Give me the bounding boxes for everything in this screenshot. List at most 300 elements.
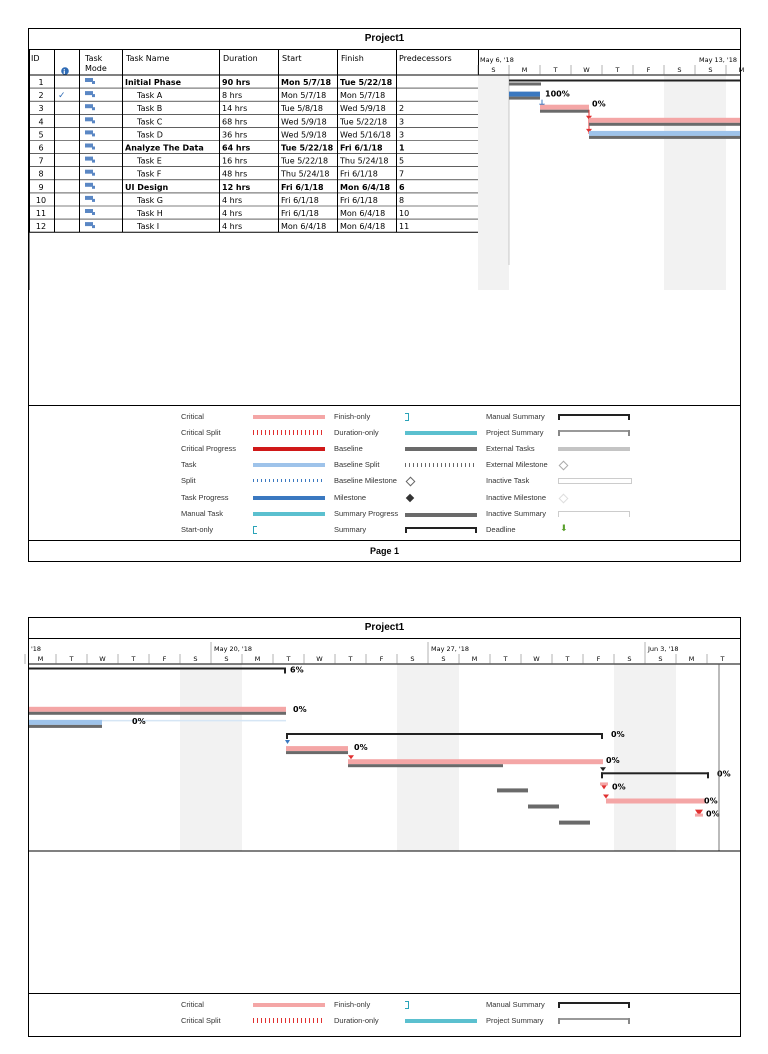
task-i-label: 0%	[706, 809, 720, 819]
task-start: Mon 5/7/18	[281, 91, 327, 101]
legend-sample-summary-part	[475, 527, 477, 533]
task-finish: Fri 6/1/18	[340, 169, 378, 179]
task-bar-e	[286, 746, 348, 751]
table-row	[36, 209, 409, 218]
mode-icon-bar	[85, 91, 93, 95]
task-finish: Mon 6/4/18	[340, 222, 386, 232]
page-title: Project1	[29, 29, 740, 50]
legend-sample-finish-only-part	[405, 413, 409, 421]
task-finish: Fri 6/1/18	[340, 143, 383, 153]
task-finish: Thu 5/24/18	[340, 156, 389, 166]
day-label: F	[162, 655, 167, 663]
legend-sample-project-summary-part	[558, 1018, 630, 1020]
legend-sample-project-summary-part	[558, 430, 630, 432]
task-start: Fri 6/1/18	[281, 182, 324, 192]
task-name: Task B	[137, 104, 163, 114]
task-table	[29, 50, 479, 290]
auto-schedule-icon	[85, 209, 95, 215]
day-label: S	[627, 655, 632, 663]
row-id: 11	[35, 209, 47, 218]
baseline-bar	[497, 788, 528, 792]
row-id: 12	[35, 222, 47, 232]
legend-sample-task-part	[253, 463, 325, 467]
legend-label: Task Progress	[181, 492, 229, 502]
task-duration: 36 hrs	[222, 130, 248, 140]
header-mode: Task	[85, 54, 103, 63]
task-predecessors: 11	[399, 222, 410, 232]
legend-sample-external-tasks-part	[558, 447, 630, 451]
task-name: UI Design	[125, 182, 169, 192]
mode-icon-arrow	[92, 186, 95, 189]
task-duration: 4 hrs	[222, 209, 243, 218]
task-duration: 90 hrs	[222, 78, 251, 87]
legend-sample-critical-part	[253, 415, 325, 419]
mode-icon-arrow	[92, 225, 95, 228]
mode-icon-bar	[85, 130, 93, 134]
day-label: T	[69, 655, 74, 663]
task-baseline-c	[589, 123, 740, 126]
legend-label: Critical Split	[181, 1016, 221, 1026]
weekend-shade	[645, 664, 676, 851]
table-row	[38, 130, 404, 139]
task-f-label: 0%	[606, 756, 620, 766]
task-bar-c	[29, 707, 286, 712]
auto-schedule-icon	[85, 170, 95, 176]
legend-sample-summary-part	[405, 527, 477, 529]
task-start: Wed 5/9/18	[281, 117, 327, 127]
mode-icon-arrow	[92, 81, 95, 84]
task-predecessors: 5	[399, 156, 405, 166]
task-duration: 4 hrs	[222, 222, 243, 232]
gantt-sheet	[29, 50, 745, 294]
ui-design-label: 0%	[717, 769, 731, 779]
legend-label: Inactive Task	[486, 476, 530, 486]
legend-label: Summary	[334, 524, 367, 534]
mode-icon-arrow	[92, 199, 95, 202]
task-predecessors: 7	[399, 169, 405, 179]
task-g-label: 0%	[612, 782, 626, 792]
task-name: Task F	[137, 169, 162, 179]
task-start: Mon 5/7/18	[281, 78, 332, 87]
task-baseline-c	[29, 712, 286, 715]
table-row	[38, 117, 404, 126]
task-duration: 16 hrs	[222, 156, 248, 166]
day-label: F	[646, 66, 651, 74]
week-label: May 27, '18	[431, 645, 469, 653]
legend-label: Inactive Summary	[486, 508, 547, 518]
header-duration: Duration	[223, 54, 258, 63]
table-row	[36, 222, 409, 231]
summary-end-cap	[707, 772, 709, 778]
day-label: S	[410, 655, 415, 663]
auto-schedule-icon	[85, 157, 95, 163]
task-baseline-d	[589, 136, 740, 139]
task-d-label: 0%	[132, 716, 146, 726]
legend-sample-critical-progress-part	[253, 447, 325, 451]
row-id: 7	[38, 156, 44, 166]
task-duration: 64 hrs	[222, 143, 251, 153]
legend-sample-duration-only-part	[405, 431, 477, 435]
task-finish: Fri 6/1/18	[340, 195, 378, 205]
day-label: F	[596, 655, 601, 663]
row-id: 2	[38, 91, 44, 101]
legend-sample-inactive-summary-part	[558, 511, 559, 517]
task-a-progress-label: 100%	[545, 89, 570, 99]
day-label: T	[503, 655, 508, 663]
day-label: T	[348, 655, 353, 663]
day-label: M	[254, 655, 261, 663]
legend-sample-critical-part	[253, 1003, 325, 1007]
legend-label: External Tasks	[486, 444, 535, 454]
task-name: Task H	[137, 209, 163, 218]
task-baseline-e	[286, 751, 348, 754]
task-start: Fri 6/1/18	[281, 209, 319, 218]
day-label: T	[615, 66, 620, 74]
legend-sample-start-only-part	[253, 526, 257, 534]
task-bar-b	[540, 105, 589, 110]
header-id: ID	[31, 54, 40, 63]
day-label: S	[224, 655, 229, 663]
print-page-2	[28, 617, 741, 1037]
legend-sample-baseline-milestone-part	[406, 477, 416, 487]
task-b-progress-label: 0%	[592, 99, 606, 109]
day-label: T	[286, 655, 291, 663]
row-id: 5	[38, 130, 44, 140]
row-id: 6	[38, 143, 44, 153]
svg-text:i: i	[63, 69, 66, 76]
table-row	[38, 157, 404, 166]
day-label: T	[131, 655, 136, 663]
legend-sample-milestone-part	[406, 493, 414, 501]
legend-sample-duration-only-part	[405, 1019, 477, 1023]
deadline-arrow-icon-part: ⬇	[560, 523, 568, 534]
mode-icon-arrow	[92, 133, 95, 136]
legend-sample-manual-summary-part	[558, 414, 630, 416]
day-label: S	[441, 655, 446, 663]
week-label: Jun 3, '18	[648, 645, 679, 653]
legend-label: Manual Summary	[486, 1000, 545, 1009]
mode-icon-bar	[85, 170, 93, 174]
weekend-shade	[180, 664, 211, 851]
legend-sample-manual-summary-part	[558, 1002, 630, 1004]
table-row	[38, 144, 405, 153]
task-name: Task I	[137, 222, 160, 232]
mode-icon-arrow	[92, 107, 95, 110]
day-label: F	[379, 655, 384, 663]
legend-label: Baseline	[334, 444, 363, 454]
gantt-chart	[478, 56, 744, 290]
legend-label: External Milestone	[486, 460, 548, 470]
task-baseline-b	[540, 110, 589, 113]
legend-sample-critical-split-part	[253, 430, 325, 435]
task-bar-a	[509, 92, 540, 97]
legend-sample-inactive-task-part	[558, 478, 632, 484]
legend-2	[29, 993, 740, 1054]
task-predecessors: 3	[399, 130, 405, 140]
task-bar-h	[606, 799, 705, 804]
summary-bar-analyze	[286, 733, 603, 735]
weekend-shade	[664, 75, 695, 290]
day-label: S	[658, 655, 663, 663]
day-label: M	[521, 66, 528, 74]
mode-icon-bar	[85, 196, 93, 200]
summary-start-cap	[286, 733, 288, 739]
mode-icon-bar	[85, 222, 93, 226]
legend-sample-manual-summary-part	[628, 1002, 630, 1008]
day-label: M	[471, 655, 478, 663]
task-predecessors: 8	[399, 195, 405, 205]
day-label: S	[677, 66, 682, 74]
header-task-name: Task Name	[126, 54, 170, 63]
mode-icon-arrow	[92, 160, 95, 163]
mode-icon-arrow	[92, 94, 95, 97]
task-start: Tue 5/8/18	[281, 104, 323, 114]
row-id: 3	[38, 104, 44, 114]
dependency-arrowhead	[603, 795, 609, 799]
auto-schedule-icon	[85, 183, 95, 189]
day-label: W	[99, 655, 106, 663]
task-duration: 12 hrs	[222, 182, 251, 192]
legend-label: Inactive Milestone	[486, 492, 547, 502]
day-label: W	[533, 655, 540, 663]
task-start: Mon 6/4/18	[281, 222, 327, 232]
legend-sample-baseline-split-part	[405, 463, 477, 467]
task-name: Initial Phase	[125, 78, 182, 87]
legend-label: Baseline Milestone	[334, 476, 397, 486]
table-row	[38, 170, 404, 179]
auto-schedule-icon	[85, 130, 95, 136]
task-finish: Tue 5/22/18	[340, 117, 388, 127]
mode-icon-bar	[85, 78, 93, 82]
legend-label: Manual Summary	[486, 412, 545, 421]
day-label: M	[688, 655, 695, 663]
week-label: May 6, '18	[480, 56, 514, 64]
legend-label: Finish-only	[334, 412, 371, 421]
summary-bar-ui	[601, 772, 709, 774]
check-icon: ✓	[58, 91, 66, 102]
task-name: Task A	[137, 91, 163, 101]
legend-sample-project-summary-part	[558, 1018, 560, 1024]
day-label: S	[708, 66, 713, 74]
mode-icon-bar	[85, 209, 93, 213]
day-label: M	[738, 66, 745, 74]
day-label: T	[565, 655, 570, 663]
legend-sample-project-summary-part	[558, 430, 560, 436]
header-mode-2: Mode	[85, 64, 107, 73]
legend-label: Milestone	[334, 492, 367, 502]
task-predecessors: 3	[399, 117, 405, 127]
task-bar-c	[589, 118, 740, 123]
mode-icon-bar	[85, 104, 93, 108]
task-duration: 68 hrs	[222, 117, 248, 127]
legend-label: Summary Progress	[334, 508, 399, 518]
legend-sample-inactive-summary-part	[558, 511, 630, 512]
auto-schedule-icon	[85, 196, 95, 202]
legend-label: Split	[181, 476, 196, 486]
task-baseline-f	[348, 764, 503, 767]
task-predecessors: 1	[399, 143, 405, 153]
mode-icon-arrow	[92, 147, 95, 150]
task-finish: Mon 6/4/18	[340, 182, 391, 192]
row-id: 1	[38, 78, 44, 87]
auto-schedule-icon	[85, 222, 95, 228]
header-start: Start	[282, 54, 302, 63]
legend-sample-project-summary-part	[628, 1018, 630, 1024]
summary-bar-initial	[29, 668, 286, 670]
auto-schedule-icon	[85, 104, 95, 110]
row-id: 4	[38, 117, 44, 127]
task-duration: 14 hrs	[222, 104, 248, 114]
weekend-shade	[478, 75, 509, 290]
legend-sample-finish-only-part	[405, 1001, 409, 1009]
day-label: W	[583, 66, 590, 74]
legend-label: Critical Progress	[181, 444, 237, 454]
dependency-arrowhead	[600, 767, 606, 771]
task-finish: Wed 5/9/18	[340, 104, 386, 114]
legend-label: Duration-only	[334, 1016, 379, 1026]
task-start: Tue 5/22/18	[281, 143, 334, 153]
page-footer: Page 1	[29, 540, 740, 561]
summary-bar-initial	[509, 80, 740, 82]
task-c-label: 0%	[293, 704, 307, 714]
task-bar-d	[29, 720, 102, 725]
day-label: M	[37, 655, 44, 663]
header-predecessors: Predecessors	[399, 54, 452, 63]
day-label: S	[193, 655, 198, 663]
legend-label: Critical	[181, 1000, 204, 1009]
week-label: '18	[31, 645, 42, 653]
task-start: Wed 5/9/18	[281, 130, 327, 140]
day-label: S	[491, 66, 496, 74]
row-id: 8	[38, 169, 44, 179]
initial-phase-label: 6%	[290, 665, 304, 675]
summary-start-cap	[601, 772, 603, 778]
header-finish: Finish	[341, 54, 364, 63]
legend-sample-external-milestone-part	[559, 461, 569, 471]
legend-label: Project Summary	[486, 428, 544, 438]
legend-label: Deadline	[486, 524, 516, 534]
legend-label: Project Summary	[486, 1016, 544, 1026]
legend-sample-inactive-milestone-part	[559, 493, 569, 503]
table-row	[38, 183, 405, 192]
task-predecessors: 6	[399, 182, 405, 192]
summary-baseline	[509, 83, 541, 86]
task-baseline-a	[509, 97, 540, 100]
legend-label: Manual Task	[181, 508, 223, 518]
legend-sample-summary-part	[405, 527, 407, 533]
dependency-arrowhead	[285, 740, 290, 744]
task-duration: 8 hrs	[222, 91, 243, 101]
legend-label: Critical	[181, 412, 204, 421]
mode-icon-arrow	[92, 173, 95, 176]
mode-icon-bar	[85, 157, 93, 161]
auto-schedule-icon	[85, 144, 95, 150]
task-name: Task D	[137, 130, 163, 140]
task-finish: Wed 5/16/18	[340, 130, 391, 140]
mode-icon-bar	[85, 183, 93, 187]
weekend-shade	[397, 664, 428, 851]
summary-end-cap	[601, 733, 603, 739]
task-finish: Tue 5/22/18	[340, 78, 393, 87]
legend-label: Task	[181, 460, 197, 470]
task-finish: Mon 6/4/18	[340, 209, 386, 218]
legend-sample-task-progress-part	[253, 496, 325, 500]
task-start: Thu 5/24/18	[281, 169, 330, 179]
legend-label: Start-only	[181, 524, 214, 534]
row-id: 10	[35, 195, 47, 205]
task-predecessors: 10	[399, 209, 410, 218]
task-duration: 4 hrs	[222, 195, 243, 205]
legend-sample-manual-part	[253, 512, 325, 516]
week-label: May 13, '18	[699, 56, 737, 64]
task-bar-d	[589, 131, 740, 136]
weekend-shade	[428, 664, 459, 851]
page-title-2: Project1	[29, 618, 740, 639]
task-name: Task C	[137, 117, 163, 127]
table-header	[29, 54, 478, 76]
task-e-label: 0%	[354, 743, 368, 753]
task-bar-i	[695, 814, 703, 817]
legend-label: Duration-only	[334, 428, 379, 438]
task-name: Task E	[137, 156, 162, 166]
task-bar-f	[348, 759, 603, 764]
week-label: May 20, '18	[214, 645, 252, 653]
row-id: 9	[38, 182, 44, 192]
legend-sample-project-summary-part	[628, 430, 630, 436]
weekend-shade	[695, 75, 726, 290]
legend-sample-split-part	[253, 479, 325, 482]
task-bar-g	[600, 782, 608, 785]
task-start: Tue 5/22/18	[281, 156, 329, 166]
auto-schedule-icon	[85, 91, 95, 97]
mode-icon-arrow	[92, 120, 95, 123]
table-row	[38, 91, 385, 101]
legend	[29, 405, 740, 542]
task-baseline-d	[29, 725, 102, 728]
dependency-arrowhead	[348, 755, 354, 759]
task-name: Analyze The Data	[125, 143, 204, 153]
legend-sample-summary-progress-part	[405, 513, 477, 517]
day-label: T	[553, 66, 558, 74]
weekend-shade	[211, 664, 242, 851]
mode-icon-arrow	[92, 212, 95, 215]
task-name: Task G	[137, 195, 164, 205]
auto-schedule-icon	[85, 117, 95, 123]
table-row	[38, 104, 404, 113]
task-predecessors: 2	[399, 104, 405, 114]
legend-sample-inactive-summary-part	[629, 511, 630, 517]
legend-label: Critical Split	[181, 428, 221, 438]
task-h-label: 0%	[704, 796, 718, 806]
analyze-label: 0%	[611, 730, 625, 739]
legend-sample-manual-summary-part	[558, 414, 560, 420]
mode-icon-bar	[85, 144, 93, 148]
gantt-sheet-2	[29, 639, 740, 851]
legend-sample-critical-split-part	[253, 1018, 325, 1023]
table-row	[38, 78, 392, 87]
auto-schedule-icon	[85, 78, 95, 84]
legend-label: Finish-only	[334, 1000, 371, 1009]
mode-icon-bar	[85, 117, 93, 121]
summary-end-cap	[284, 668, 286, 674]
day-label: T	[720, 655, 725, 663]
legend-sample-manual-summary-part	[558, 1002, 560, 1008]
task-finish: Mon 5/7/18	[340, 91, 386, 101]
task-start: Fri 6/1/18	[281, 195, 319, 205]
print-page-1	[28, 28, 745, 562]
legend-label: Baseline Split	[334, 460, 380, 470]
day-label: W	[316, 655, 323, 663]
